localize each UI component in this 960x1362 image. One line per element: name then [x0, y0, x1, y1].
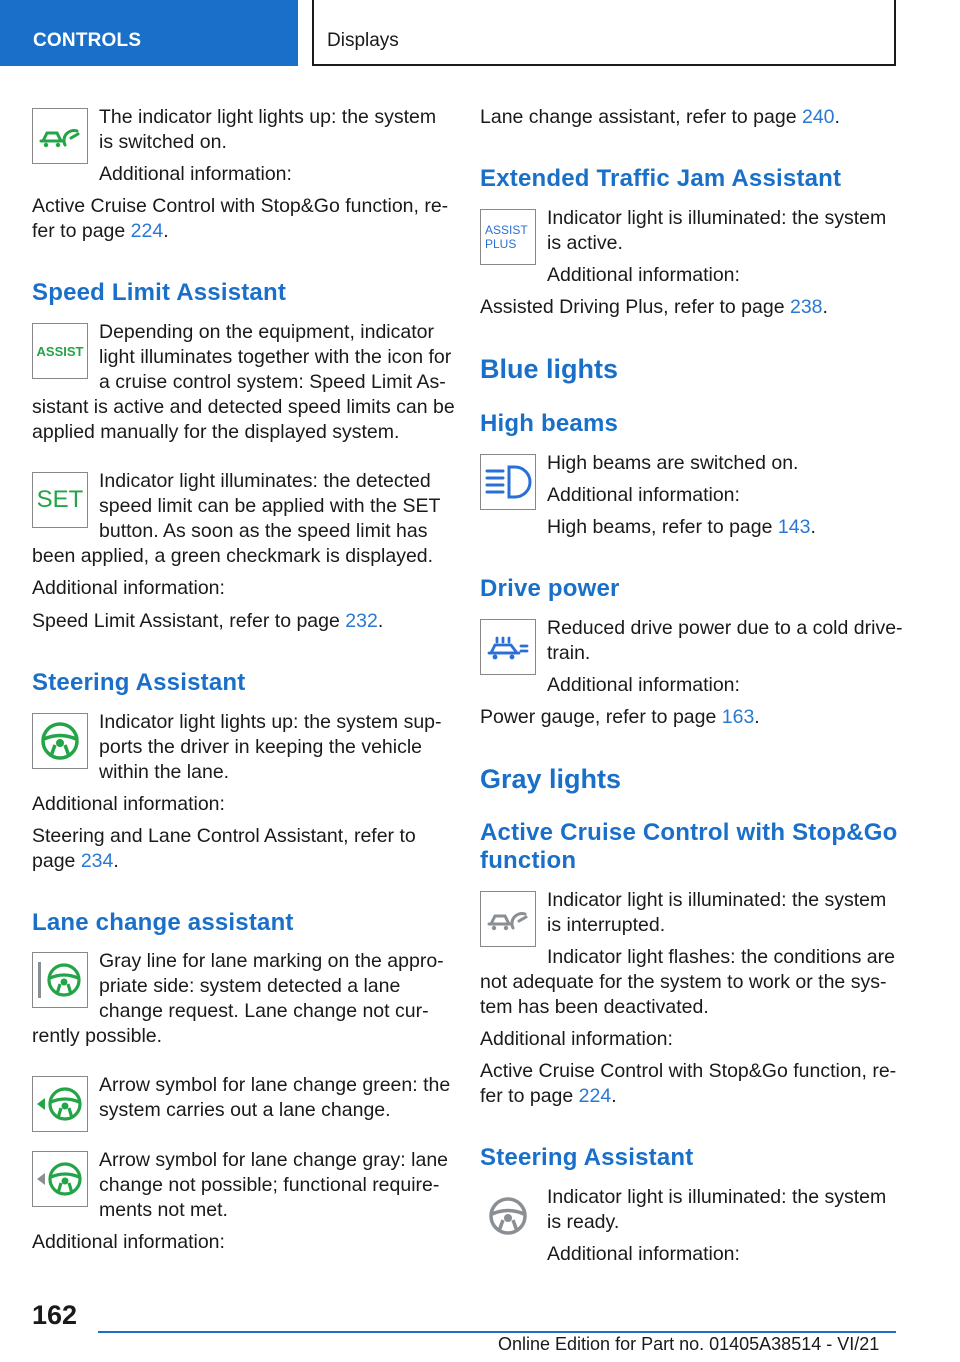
lane2-line1: Arrow symbol for lane change green: the	[99, 1074, 451, 1096]
high-line2: Additional information:	[547, 484, 740, 506]
steering-wheel-arrow-gray-icon	[32, 1151, 88, 1207]
speed2-line4: been applied, a green checkmark is displayed.	[32, 545, 434, 567]
steer-line1: Indicator light lights up: the system sup-	[99, 711, 442, 733]
high-line1: High beams are switched on.	[547, 452, 799, 474]
page-link-234[interactable]: 234	[80, 850, 114, 872]
etja-line1: Indicator light is illuminated: the system	[547, 207, 887, 229]
acc-gray-line6: Additional information:	[480, 1028, 673, 1050]
speed1-line3: a cruise control system: Speed Limit As-	[99, 371, 446, 393]
lane3-line2: change not possible; functional require-	[99, 1174, 440, 1196]
edition-info: Online Edition for Part no. 01405A38514 - VI/21	[498, 1334, 880, 1354]
heading-high-beams: High beams	[480, 410, 619, 437]
steering-wheel-lane-line-icon	[32, 952, 88, 1008]
acc-gray-line1: Indicator light is illuminated: the system	[547, 889, 887, 911]
speed2-line1: Indicator light illuminates: the detected	[99, 470, 431, 492]
lane3-line3: ments not met.	[99, 1199, 228, 1221]
drive-line2: train.	[547, 642, 591, 664]
steer-line5: Steering and Lane Control Assistant, refer to	[32, 825, 416, 847]
lane3-line4: Additional information:	[32, 1231, 225, 1253]
lane1-line4: rently possible.	[32, 1025, 163, 1047]
acc-gray-icon	[480, 891, 536, 947]
set-label: SET	[36, 486, 84, 513]
drive-line3: Additional information:	[547, 674, 740, 696]
steering-wheel-gray-icon	[480, 1188, 536, 1244]
high-beam-icon	[480, 454, 536, 510]
steer2-line2: is ready.	[547, 1211, 620, 1233]
steering-wheel-arrow-green-icon	[32, 1076, 88, 1132]
drive-power-car-icon	[480, 619, 536, 675]
page-link-240[interactable]: 240	[801, 106, 835, 128]
acc-gray-line2: is interrupted.	[547, 914, 666, 936]
heading-drive-power: Drive power	[480, 575, 620, 602]
steer-line2: ports the driver in keeping the vehicle	[99, 736, 423, 758]
steering-wheel-green-icon	[32, 713, 88, 769]
lane3-line1: Arrow symbol for lane change gray: lane	[99, 1149, 449, 1171]
speed-additional: Additional information:	[32, 577, 225, 599]
set-icon	[32, 472, 88, 528]
steer2-line1: Indicator light is illuminated: the system	[547, 1186, 887, 1208]
speed1-line5: applied manually for the displayed system.	[32, 421, 400, 443]
page-link-238[interactable]: 238	[789, 296, 823, 318]
heading-steering-assistant: Steering Assistant	[32, 669, 246, 696]
etja-line3: Additional information:	[547, 264, 740, 286]
page-link-224-b[interactable]: 224	[578, 1085, 612, 1107]
lane1-line1: Gray line for lane marking on the appro-	[99, 950, 444, 972]
acc-green-line1: The indicator light lights up: the system	[99, 106, 437, 128]
lane2-line2: system carries out a lane change.	[99, 1099, 391, 1121]
acc-green-line3: Additional information:	[99, 163, 292, 185]
steer2-line3: Additional information:	[547, 1243, 740, 1265]
section-label: CONTROLS	[33, 30, 142, 51]
steer-line3: within the lane.	[99, 761, 230, 783]
acc-ref-line2: fer to page 224.	[32, 220, 169, 242]
speed-ref: Speed Limit Assistant, refer to page 232.	[32, 610, 384, 632]
assist-icon	[32, 323, 88, 379]
acc-gray-ref: fer to page 224.	[480, 1085, 617, 1107]
drive-ref: Power gauge, refer to page 163.	[480, 706, 760, 728]
speed2-line2: speed limit can be applied with the SET	[99, 495, 441, 517]
assist-plus-line1: ASSIST	[485, 223, 528, 237]
etja-line2: is active.	[547, 232, 623, 254]
chapter-label: Displays	[327, 30, 399, 51]
lane1-line3: change request. Lane change not cur-	[99, 1000, 429, 1022]
heading-acc-line2: function	[480, 847, 577, 874]
page-link-163[interactable]: 163	[721, 706, 755, 728]
page-number: 162	[32, 1300, 78, 1330]
acc-gray-line3: Indicator light flashes: the conditions are	[547, 946, 895, 968]
page-link-224[interactable]: 224	[130, 220, 164, 242]
heading-acc-line1: Active Cruise Control with Stop&Go	[480, 819, 898, 846]
assist-label: ASSIST	[36, 343, 84, 359]
steer-line4: Additional information:	[32, 793, 225, 815]
speed2-line3: button. As soon as the speed limit has	[99, 520, 428, 542]
lane1-line2: priate side: system detected a lane	[99, 975, 401, 997]
steer-line6: page 234.	[32, 850, 119, 872]
acc-gray-line4: not adequate for the system to work or the sys-	[480, 971, 887, 993]
page-link-232[interactable]: 232	[345, 610, 378, 632]
speed1-line4: sistant is active and detected speed limits can be	[32, 396, 455, 418]
acc-gray-line7: Active Cruise Control with Stop&Go function, re-	[480, 1060, 897, 1082]
etja-ref: Assisted Driving Plus, refer to page 238.	[480, 296, 828, 318]
drive-line1: Reduced drive power due to a cold drive-	[547, 617, 903, 639]
heading-extended-traffic-jam-assistant: Extended Traffic Jam Assistant	[480, 165, 842, 192]
heading-blue-lights: Blue lights	[480, 354, 619, 384]
heading-steering-assistant-gray: Steering Assistant	[480, 1144, 694, 1171]
heading-lane-change-assistant: Lane change assistant	[32, 909, 294, 936]
page-link-143[interactable]: 143	[777, 516, 811, 538]
acc-green-icon	[32, 108, 88, 164]
speed1-line1: Depending on the equipment, indicator	[99, 321, 434, 343]
lane-ref: Lane change assistant, refer to page 240.	[480, 106, 840, 128]
high-ref: High beams, refer to page 143.	[547, 516, 816, 538]
acc-gray-line5: tem has been deactivated.	[480, 996, 709, 1018]
footer-divider	[98, 1331, 896, 1333]
acc-green-line2: is switched on.	[99, 131, 227, 153]
heading-speed-limit-assistant: Speed Limit Assistant	[32, 279, 287, 306]
chapter-tab	[312, 0, 896, 66]
section-tab	[0, 0, 298, 66]
speed1-line2: light illuminates together with the icon for	[99, 346, 452, 368]
assist-plus-icon	[480, 209, 536, 265]
acc-ref-line1: Active Cruise Control with Stop&Go function, re-	[32, 195, 449, 217]
assist-plus-line2: PLUS	[485, 237, 517, 251]
heading-gray-lights: Gray lights	[480, 764, 622, 794]
